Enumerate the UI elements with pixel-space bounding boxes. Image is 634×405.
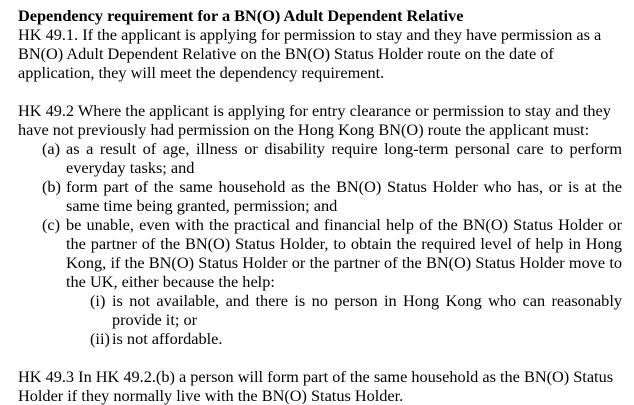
paragraph-gap bbox=[18, 82, 622, 101]
sub-list-item-text: is not affordable. bbox=[112, 329, 223, 348]
paragraph-hk-49-3: HK 49.3 In HK 49.2.(b) a person will form part of the same household as the BN(O) Status Holder if they normally live with the BN(O) Status Holder. bbox=[18, 367, 614, 405]
sub-list-item-i bbox=[18, 291, 622, 329]
paragraph-gap bbox=[18, 348, 622, 367]
list-item-c bbox=[18, 215, 622, 291]
list-item-text: as a result of age, illness or disability require long-term personal care to perform everyday tasks; and bbox=[66, 139, 622, 177]
list-item-text: form part of the same household as the BN(O) Status Holder who has, or is at the same time being granted, permission; and bbox=[66, 177, 622, 215]
list-item-text: be unable, even with the practical and financial help of the BN(O) Status Holder or the partner of the BN(O) Status Holder, to obtain the required level of help in Hong Kong, if the BN(O) Status Holder or the partner of the BN(O) Status Holder move to the UK, either because the help: bbox=[66, 215, 622, 291]
paragraph-hk-49-2-intro: HK 49.2 Where the applicant is applying for entry clearance or permission to stay and they have not previously had permission on the Hong Kong BN(O) route the applicant must: bbox=[18, 101, 611, 139]
section-heading: Dependency requirement for a BN(O) Adult Dependent Relative bbox=[18, 6, 464, 25]
list-marker: (c) bbox=[42, 215, 61, 234]
sub-list-item-ii bbox=[18, 329, 622, 348]
paragraph-hk-49-1: HK 49.1. If the applicant is applying for permission to stay and they have permission as a BN(O) Adult Dependent Relative on the BN(O) Status Holder route on the date of application, they will meet the dependency requirement. bbox=[18, 25, 602, 82]
list-marker: (a) bbox=[42, 139, 61, 158]
list-item-b bbox=[18, 177, 622, 215]
list-marker: (b) bbox=[42, 177, 61, 196]
sub-list-item-text: is not available, and there is no person in Hong Kong who can reasonably provide it; or bbox=[112, 291, 622, 329]
document-body bbox=[18, 6, 622, 405]
sub-list-marker: (i) bbox=[90, 291, 106, 310]
sub-list-marker: (ii) bbox=[90, 329, 110, 348]
list-item-a bbox=[18, 139, 622, 177]
